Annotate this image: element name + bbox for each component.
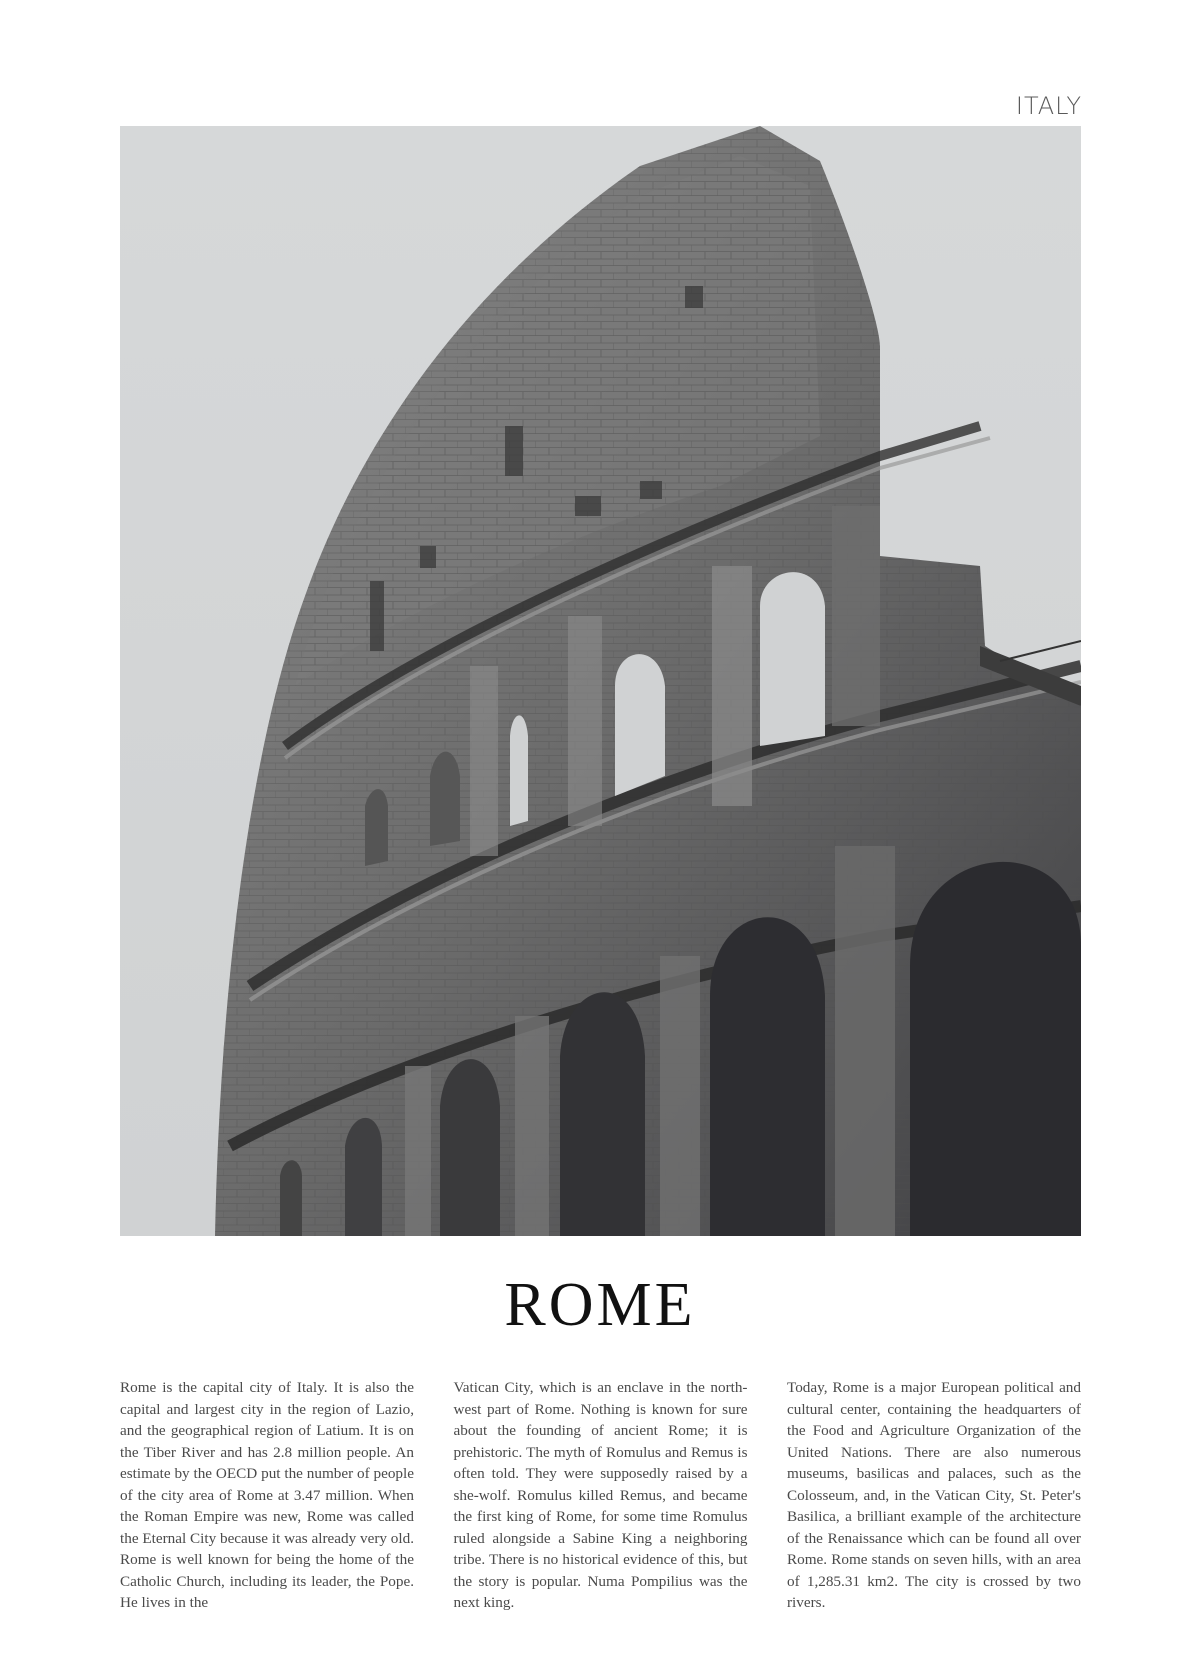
page-title: ROME: [504, 1271, 696, 1339]
colosseum-photo: [120, 126, 1081, 1236]
colosseum-illustration: [120, 126, 1081, 1236]
country-label: ITALY: [1015, 92, 1082, 120]
article-columns: [120, 1377, 1081, 1614]
article-column-1: Rome is the capital city of Italy. It is also the capital and largest city in the region of Lazio, and the geographical region of Latium. It is on the Tiber River and has 2.8 million people. An estimate by the OECD put the number of people of the city area of Rome at 3.47 million. When the Roman Empire was new, Rome was called the Eternal City because it was already very old. Rome is well known for being the home of the Catholic Church, including its leader, the Pope. He lives in the: [120, 1379, 414, 1611]
article-column-2: Vatican City, which is an enclave in the north-west part of Rome. Nothing is known for sure about the founding of ancient Rome; it is prehistoric. The myth of Romulus and Remus is often told. They were supposedly raised by a she-wolf. Romulus killed Remus, and became the first king of Rome, for some time Romulus ruled alongside a Sabine King a neighboring tribe. There is no historical evidence of this, but the story is popular. Numa Pompilius was the next king.: [453, 1379, 748, 1611]
article-column-3: Today, Rome is a major European political and cultural center, containing the headquarters of the Food and Agriculture Organization of the United Nations. There are also numerous museums, basilicas and palaces, such as the Colosseum, and, in the Vatican City, St. Peter's Basilica, a brilliant example of the architecture of the Renaissance which can be found all over Rome. Rome stands on seven hills, with an area of 1,285.31 km2. The city is crossed by two rivers.: [787, 1379, 1081, 1611]
